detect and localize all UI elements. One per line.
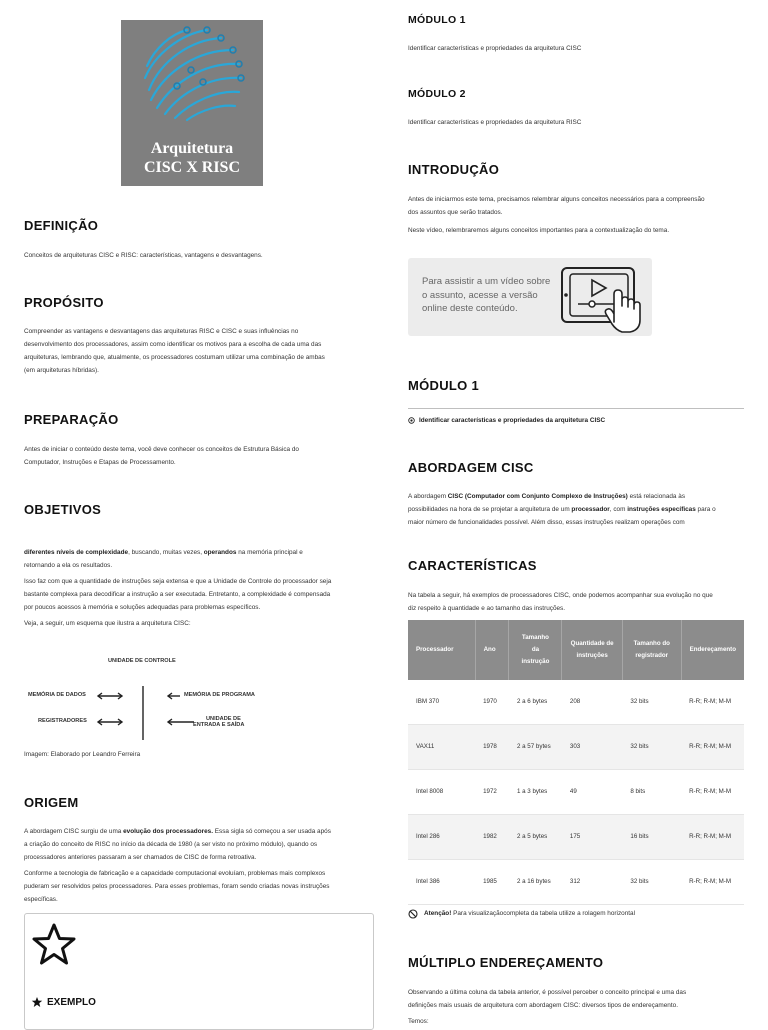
origem-line: puderam ser resolvidos pelos processadores. Para esses problemas, foram sendo criadas novas instruções bbox=[24, 883, 330, 890]
origem-text bbox=[24, 825, 374, 906]
diagram-memoria-dados: MEMÓRIA DE DADOS bbox=[28, 692, 86, 698]
table-cell: 8 bits bbox=[622, 770, 681, 815]
preparacao-heading: PREPARAÇÃO bbox=[24, 412, 119, 427]
circuit-globe-icon bbox=[121, 20, 263, 140]
table-header-row bbox=[408, 620, 744, 680]
text-span: possibilidades na hora de se projetar a arquitetura de um bbox=[408, 506, 572, 513]
table-cell: 32 bits bbox=[622, 860, 681, 905]
table-row bbox=[408, 770, 744, 815]
prohibited-icon bbox=[408, 909, 418, 919]
caracteristicas-line: Na tabela a seguir, há exemplos de processadores CISC, onde podemos acompanhar sua evolução no que bbox=[408, 592, 713, 599]
caracteristicas-heading: CARACTERÍSTICAS bbox=[408, 558, 537, 573]
multiplo-text bbox=[408, 986, 744, 1028]
modulo2-top-heading: MÓDULO 2 bbox=[408, 88, 466, 100]
definicao-heading: DEFINIÇÃO bbox=[24, 218, 99, 233]
introducao-line: dos assuntos que serão tratados. bbox=[408, 209, 503, 216]
objetivos-line: Isso faz com que a quantidade de instruções seja extensa e que a Unidade de Controle do processador seja bbox=[24, 578, 332, 585]
abordagem-line bbox=[408, 503, 744, 516]
table-cell: Intel 8008 bbox=[408, 770, 475, 815]
preparacao-line: Antes de iniciar o conteúdo deste tema, você deve conhecer os conceitos de Estrutura Básica do bbox=[24, 446, 299, 453]
origem-line bbox=[24, 825, 374, 838]
bold-text: processador bbox=[571, 506, 610, 513]
objetivos-line: bastante complexa para decodificar a instrução a ser executada. Entretanto, a complexidade é compensada bbox=[24, 591, 331, 598]
origem-line: processadores anteriores passaram a ser chamados de CISC de forma retroativa. bbox=[24, 854, 257, 861]
abordagem-text bbox=[408, 490, 744, 529]
bold-text: instruções específicas bbox=[627, 506, 696, 513]
modulo1-objective-text: Identificar características e propriedades da arquitetura CISC bbox=[419, 417, 606, 424]
table-cell: 2 a 57 bytes bbox=[509, 725, 562, 770]
preparacao-text bbox=[24, 443, 299, 469]
diagram-registradores: REGISTRADORES bbox=[38, 718, 87, 724]
table-cell: 303 bbox=[562, 725, 623, 770]
introducao-text bbox=[408, 193, 744, 237]
proposito-heading: PROPÓSITO bbox=[24, 295, 104, 310]
text-span: Para visualizaçãocompleta da tabela utilize a rolagem horizontal bbox=[451, 910, 635, 917]
objetivos-line bbox=[24, 546, 374, 559]
table-cell: 1985 bbox=[475, 860, 509, 905]
proposito-line: Compreender as vantagens e desvantagens das arquiteturas RISC e CISC e suas influências no bbox=[24, 328, 299, 335]
modulo1-heading: MÓDULO 1 bbox=[408, 378, 480, 393]
objetivos-line: retornando a ela os resultados. bbox=[24, 562, 113, 569]
atencao-note bbox=[408, 907, 635, 920]
introducao-line: Antes de iniciarmos este tema, precisamos relembrar alguns conceitos necessários para a compreensão bbox=[408, 196, 705, 203]
table-cell: 2 a 16 bytes bbox=[509, 860, 562, 905]
table-row bbox=[408, 680, 744, 725]
modulo1-objective bbox=[408, 414, 605, 427]
table-cell: 208 bbox=[562, 680, 623, 725]
origem-line: Conforme a tecnologia de fabricação e a capacidade computacional evoluíam, problemas mais complexos bbox=[24, 870, 326, 877]
table-header-cell: Tamanho do registrador bbox=[622, 620, 681, 680]
table-cell: R-R; R-M; M-M bbox=[681, 770, 744, 815]
table-cell: 175 bbox=[562, 815, 623, 860]
star-filled-icon bbox=[31, 996, 43, 1008]
text-span: , com bbox=[609, 506, 628, 513]
multiplo-heading: MÚLTIPLO ENDEREÇAMENTO bbox=[408, 955, 604, 970]
table-cell: Intel 286 bbox=[408, 815, 475, 860]
modulo2-top-text: Identificar características e propriedades da arquitetura RISC bbox=[408, 119, 582, 126]
cover-image bbox=[121, 20, 263, 186]
table-cell: IBM 370 bbox=[408, 680, 475, 725]
video-placeholder[interactable] bbox=[408, 258, 652, 336]
cover-title-line2: CISC X RISC bbox=[143, 159, 241, 176]
table-cell: 1978 bbox=[475, 725, 509, 770]
modulo1-top-heading: MÓDULO 1 bbox=[408, 14, 466, 26]
text-span: A abordagem bbox=[408, 493, 448, 500]
proposito-line: (em arquiteturas híbridas). bbox=[24, 367, 99, 374]
diagram-unidade-es-line2: ENTRADA E SAÍDA bbox=[193, 722, 245, 728]
bold-text: operandos bbox=[203, 549, 237, 556]
table-header-cell: Quantidade de instruções bbox=[562, 620, 623, 680]
modulo1-top-text: Identificar características e propriedades da arquitetura CISC bbox=[408, 45, 582, 52]
table-cell: 49 bbox=[562, 770, 623, 815]
proposito-line: arquiteturas, lembrando que, atualmente, os processadores costumam utilizar uma combinação de ambas bbox=[24, 354, 325, 361]
text-span: para o bbox=[695, 506, 716, 513]
objetivos-line: por poucos acessos à memória e soluções adequadas para problemas específicos. bbox=[24, 604, 261, 611]
multiplo-line: definições mais usuais de arquitetura com abordagem CISC: diversos tipos de endereçamento. bbox=[408, 1002, 678, 1009]
processors-table[interactable] bbox=[408, 620, 744, 905]
table-cell: 1982 bbox=[475, 815, 509, 860]
bold-text: CISC (Computador com Conjunto Complexo de Instruções) bbox=[447, 493, 628, 500]
multiplo-temos: Temos: bbox=[408, 1018, 429, 1025]
abordagem-line: maior número de funcionalidades possível. Além disso, essas instruções realizam operações com bbox=[408, 519, 685, 526]
diagram-caption: Imagem: Elaborado por Leandro Ferreira bbox=[24, 751, 141, 758]
preparacao-line: Computador, Instruções e Etapas de Processamento. bbox=[24, 459, 176, 466]
table-cell: 1970 bbox=[475, 680, 509, 725]
table-cell: 312 bbox=[562, 860, 623, 905]
bold-text: evolução dos processadores. bbox=[123, 828, 213, 835]
proposito-text bbox=[24, 325, 325, 377]
table-cell: Intel 386 bbox=[408, 860, 475, 905]
tablet-video-touch-icon bbox=[558, 262, 650, 334]
diagram-unidade-es-line1: UNIDADE DE bbox=[206, 716, 241, 722]
origem-heading: ORIGEM bbox=[24, 795, 79, 810]
table-row bbox=[408, 860, 744, 905]
origem-line: específicas. bbox=[24, 896, 58, 903]
text-span: Essa sigla só começou a ser usada após bbox=[212, 828, 331, 835]
table-cell: R-R; R-M; M-M bbox=[681, 725, 744, 770]
caracteristicas-text bbox=[408, 589, 744, 615]
target-circle-icon bbox=[408, 417, 415, 424]
star-outline-icon bbox=[31, 922, 77, 966]
text-span: na memória principal e bbox=[236, 549, 303, 556]
text-span: A abordagem CISC surgiu de uma bbox=[24, 828, 124, 835]
table-header-cell: Tamanho da instrução bbox=[509, 620, 562, 680]
bold-text: Atenção! bbox=[424, 910, 452, 917]
video-text: Para assistir a um vídeo sobre o assunto, acesse a versão online deste conteúdo. bbox=[422, 276, 551, 314]
proposito-line: desenvolvimento dos processadores, assim como identificar os motivos para a escolha de cada uma das bbox=[24, 341, 322, 348]
divider bbox=[408, 408, 744, 409]
table-cell: 32 bits bbox=[622, 680, 681, 725]
introducao-line: Neste vídeo, relembraremos alguns conceitos importantes para a contextualização do tema. bbox=[408, 227, 670, 234]
introducao-heading: INTRODUÇÃO bbox=[408, 162, 500, 177]
abordagem-heading: ABORDAGEM CISC bbox=[408, 460, 534, 475]
table-cell: R-R; R-M; M-M bbox=[681, 815, 744, 860]
bold-text: diferentes níveis de complexidade bbox=[24, 549, 129, 556]
diagram-memoria-programa: MEMÓRIA DE PROGRAMA bbox=[184, 692, 255, 698]
multiplo-line: Observando a última coluna da tabela anterior, é possível perceber o conceito principal e uma das bbox=[408, 989, 687, 996]
table-header-cell: Ano bbox=[475, 620, 509, 680]
table-cell: R-R; R-M; M-M bbox=[681, 860, 744, 905]
objetivos-line: Veja, a seguir, um esquema que ilustra a arquitetura CISC: bbox=[24, 620, 191, 627]
exemplo-label: EXEMPLO bbox=[47, 996, 96, 1008]
cover-title-line1: Arquitetura bbox=[150, 140, 234, 157]
abordagem-line bbox=[408, 490, 744, 503]
cisc-diagram bbox=[24, 650, 374, 745]
exemplo-box bbox=[24, 913, 374, 1030]
caracteristicas-line: diz respeito à quantidade e ao tamanho das instruções. bbox=[408, 605, 566, 612]
origem-line: a criação do conceito de RISC no início da década de 1980 (a ser visto no próximo módulo), quando os bbox=[24, 841, 318, 848]
objetivos-heading: OBJETIVOS bbox=[24, 502, 102, 517]
table-cell: 1 a 3 bytes bbox=[509, 770, 562, 815]
table-cell: R-R; R-M; M-M bbox=[681, 680, 744, 725]
diagram-arrows bbox=[24, 650, 374, 745]
text-span: está relacionada às bbox=[627, 493, 686, 500]
table-header-cell: Processador bbox=[408, 620, 475, 680]
text-span: , buscando, muitas vezes, bbox=[128, 549, 204, 556]
table-cell: 2 a 6 bytes bbox=[509, 680, 562, 725]
diagram-unidade-controle: UNIDADE DE CONTROLE bbox=[108, 658, 176, 664]
table-row bbox=[408, 725, 744, 770]
exemplo-label-row bbox=[31, 996, 96, 1008]
table-cell: 1972 bbox=[475, 770, 509, 815]
table-row bbox=[408, 815, 744, 860]
table-cell: 32 bits bbox=[622, 725, 681, 770]
objetivos-text bbox=[24, 546, 374, 630]
table-header-cell: Endereçamento bbox=[681, 620, 744, 680]
definicao-text: Conceitos de arquiteturas CISC e RISC: características, vantagens e desvantagens. bbox=[24, 252, 263, 259]
table-cell: 2 a 5 bytes bbox=[509, 815, 562, 860]
table-cell: 16 bits bbox=[622, 815, 681, 860]
atencao-text bbox=[424, 907, 635, 920]
table-cell: VAX11 bbox=[408, 725, 475, 770]
